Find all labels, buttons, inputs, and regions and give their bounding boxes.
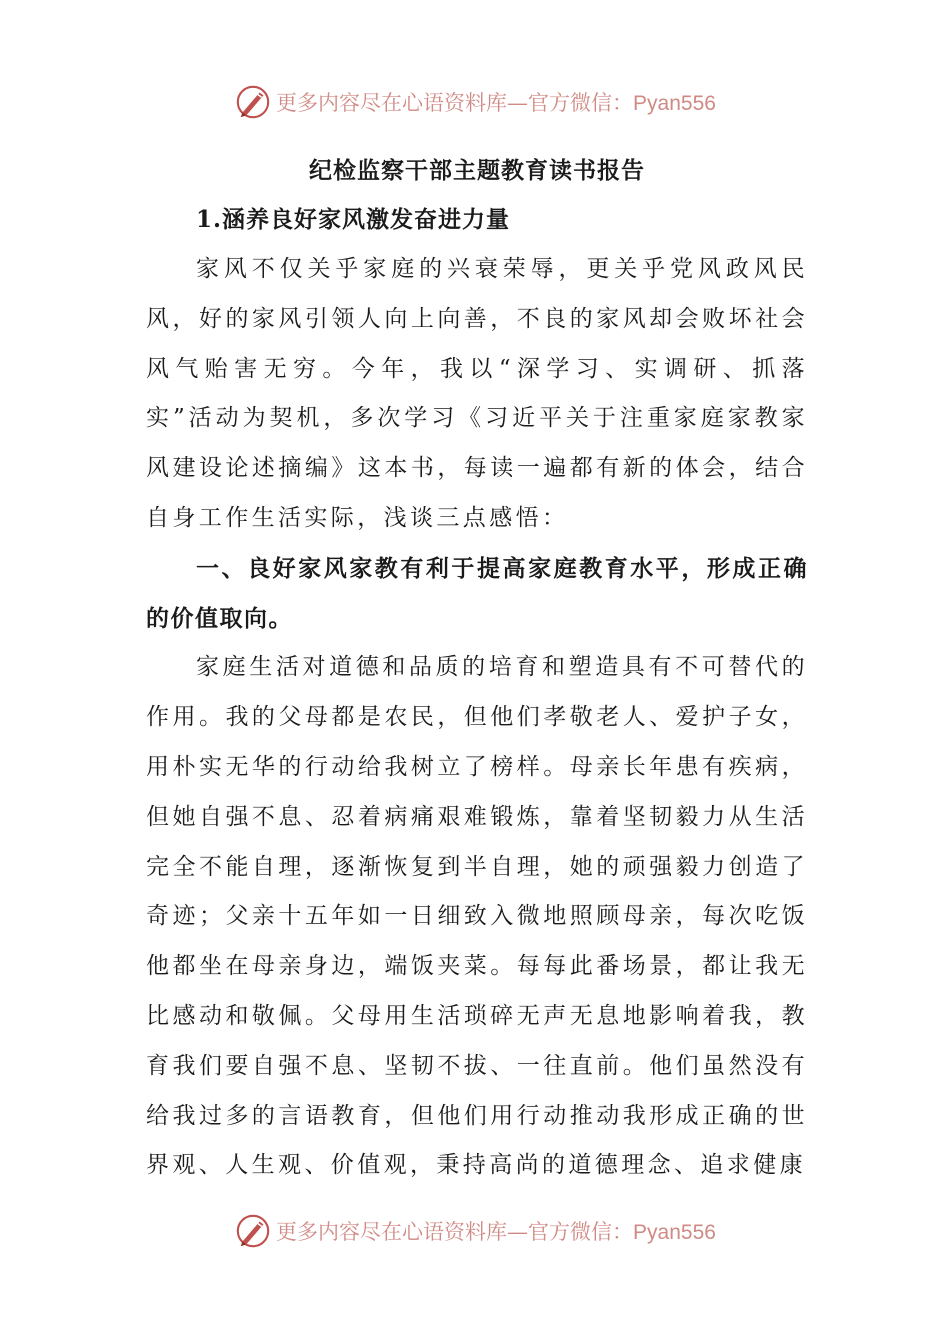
pen-circle-logo-icon bbox=[234, 83, 272, 121]
watermark-text: 更多内容尽在心语资料库—官方微信：Pyan556 bbox=[276, 91, 716, 115]
document-body bbox=[146, 147, 808, 1191]
watermark-handle: Pyan556 bbox=[633, 1221, 716, 1244]
watermark-handle: Pyan556 bbox=[633, 92, 716, 115]
section-heading: 1.涵养良好家风激发奋进力量 bbox=[196, 206, 511, 233]
body-paragraph-one: 家庭生活对道德和品质的培育和塑造具有不可替代的作用。我的父母都是农民，但他们孝敬老人、爱护子女，用朴实无华的行动给我树立了榜样。母亲长年患有疾病，但她自强不息、忍着病痛艰难锻炼，靠着坚韧毅力从生活完全不能自理，逐渐恢复到半自理，她的顽强毅力创造了奇迹；父亲十五年如一日细致入微地照顾母亲，每次吃饭他都坐在母亲身边，端饭夹菜。每每此番场景，都让我无比感动和敬佩。父母用生活琐碎无声无息地影响着我，教育我们要自强不息、坚韧不拔、一往直前。他们虽然没有给我过多的言语教育，但他们用行动推动我形成正确的世界观、人生观、价值观，秉持高尚的道德理念、追求健康 bbox=[146, 654, 808, 1179]
subheading-one: 一、良好家风家教有利于提高家庭教育水平，形成正确的价值取向。 bbox=[146, 554, 808, 632]
intro-paragraph: 家风不仅关乎家庭的兴衰荣辱，更关乎党风政风民风，好的家风引领人向上向善，不良的家风却会败坏社会风气贻害无穷。今年，我以“深学习、实调研、抓落实”活动为契机，多次学习《习近平关于注重家庭家教家风建设论述摘编》这本书，每读一遍都有新的体会，结合自身工作生活实际，浅谈三点感悟： bbox=[146, 256, 808, 531]
watermark-banner-bottom bbox=[0, 1209, 950, 1253]
pen-circle-logo-icon bbox=[234, 1212, 272, 1250]
watermark-banner-top bbox=[0, 80, 950, 124]
watermark-text: 更多内容尽在心语资料库—官方微信：Pyan556 bbox=[276, 1220, 716, 1244]
document-title: 纪检监察干部主题教育读书报告 bbox=[309, 157, 645, 184]
